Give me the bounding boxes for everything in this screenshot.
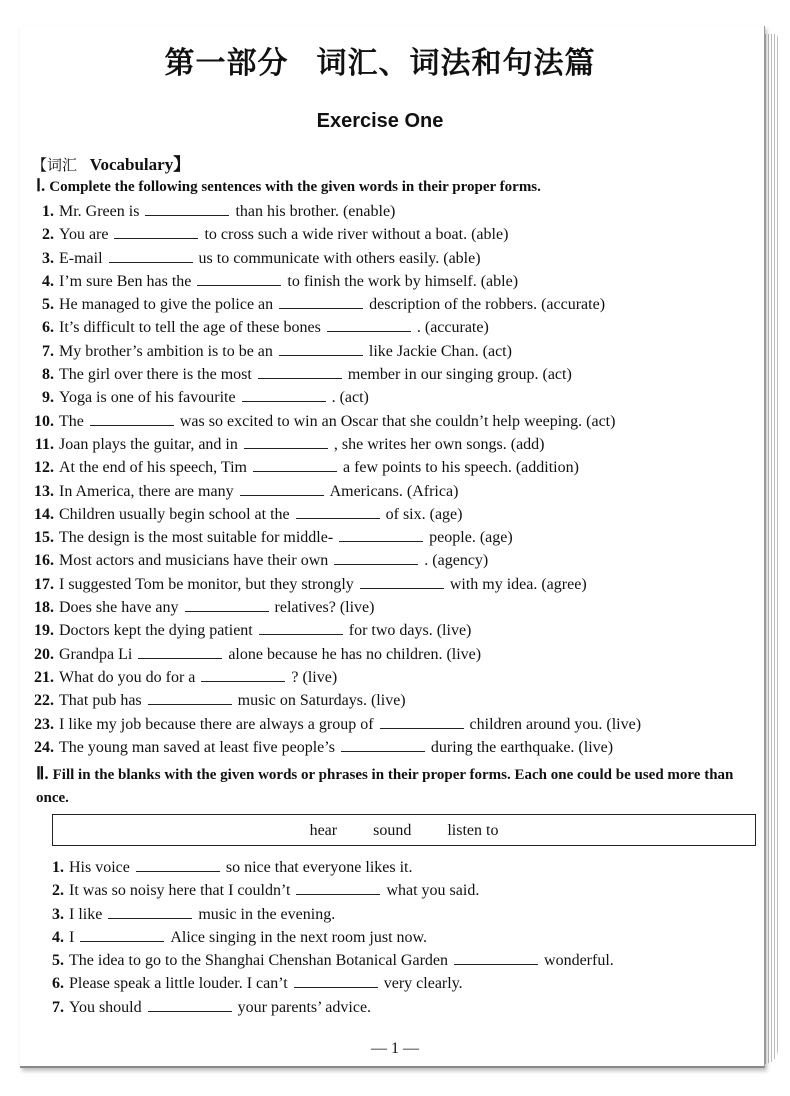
- exercise-item: [32, 433, 641, 456]
- item-text-before: Most actors and musicians have their own: [59, 552, 329, 570]
- item-number: 20.: [34, 645, 54, 663]
- item-text-before: My brother’s ambition is to be an: [59, 342, 273, 360]
- item-text-before: Joan plays the guitar, and in: [59, 435, 238, 453]
- item-number: 18.: [34, 599, 54, 617]
- exercise-item: [32, 526, 641, 549]
- item-text-after: to cross such a wide river without a boat. (able): [204, 226, 509, 244]
- item-number: 8.: [42, 366, 54, 384]
- item-number: 24.: [34, 738, 54, 756]
- item-text-after: . (accurate): [416, 319, 489, 337]
- item-text-after: description of the robbers. (accurate): [369, 296, 606, 314]
- answer-blank[interactable]: [240, 481, 324, 496]
- item-text-before: I’m sure Ben has the: [59, 272, 192, 290]
- word-option: hear: [309, 822, 338, 839]
- exercise-item: [32, 619, 641, 642]
- answer-blank[interactable]: [279, 294, 363, 309]
- exercise-item: [32, 200, 641, 223]
- item-text-before: The girl over there is the most: [59, 366, 252, 384]
- item-text-after: music in the evening.: [198, 905, 336, 923]
- part2-instruction-text: Fill in the blanks with the given words or phrases in their proper forms. Each one could be used more than once.: [36, 767, 734, 806]
- exercise-item: [32, 503, 641, 526]
- exercise-item: [52, 972, 614, 995]
- item-number: 23.: [34, 715, 54, 733]
- exercise-item: [32, 596, 641, 619]
- item-text-after: wonderful.: [544, 952, 614, 970]
- item-text-before: The young man saved at least five people’s: [59, 738, 335, 756]
- exercise-item: [32, 689, 641, 712]
- item-text-after: us to communicate with others easily. (able): [198, 249, 481, 267]
- item-number: 12.: [34, 459, 54, 477]
- exercise-item: [32, 480, 641, 503]
- section-en: Vocabulary】: [89, 155, 191, 174]
- item-text-after: during the earthquake. (live): [430, 738, 614, 756]
- exercise-item: [52, 856, 614, 879]
- exercise-item: [32, 363, 641, 386]
- item-text-after: relatives? (live): [274, 599, 375, 617]
- part-topic: 词汇、词法和句法篇: [316, 46, 596, 81]
- item-text-after: was so excited to win an Oscar that she couldn’t help weeping. (act): [179, 412, 616, 430]
- answer-blank[interactable]: [253, 457, 337, 472]
- exercise-item: [52, 996, 614, 1019]
- exercise-item: [32, 549, 641, 572]
- answer-blank[interactable]: [259, 620, 343, 635]
- part1-instruction-text: Complete the following sentences with the given words in their proper forms.: [49, 179, 541, 195]
- part-label: 第一部分: [164, 46, 289, 81]
- answer-blank[interactable]: [185, 597, 269, 612]
- item-text-before: The idea to go to the Shanghai Chenshan Botanical Garden: [69, 952, 449, 970]
- item-number: 2.: [52, 882, 64, 900]
- item-number: 1.: [42, 203, 54, 220]
- exercise-item: [32, 456, 641, 479]
- item-number: 7.: [42, 342, 54, 360]
- item-text-before: His voice: [69, 859, 130, 876]
- answer-blank[interactable]: [138, 644, 222, 659]
- page-title: [0, 38, 760, 82]
- item-text-after: your parents’ advice.: [237, 998, 372, 1016]
- item-text-before: Please speak a little louder. I can’t: [69, 975, 288, 993]
- item-text-after: with my idea. (agree): [449, 575, 587, 593]
- item-text-after: a few points to his speech. (addition): [343, 459, 579, 477]
- item-text-after: very clearly.: [383, 975, 463, 993]
- item-text-before: That pub has: [59, 692, 142, 710]
- item-number: 15.: [34, 529, 54, 547]
- part1-numeral: Ⅰ.: [36, 176, 46, 195]
- answer-blank[interactable]: [90, 411, 174, 426]
- answer-blank[interactable]: [145, 201, 229, 216]
- part2-instruction: [36, 762, 756, 810]
- item-text-after: like Jackie Chan. (act): [368, 342, 512, 360]
- exercise-item: [32, 643, 641, 666]
- word-box: [52, 814, 756, 846]
- exercise-item: [32, 340, 641, 363]
- item-text-before: Children usually begin school at the: [59, 505, 290, 523]
- answer-blank[interactable]: [294, 973, 378, 988]
- answer-blank[interactable]: [296, 504, 380, 519]
- item-text-after: . (agency): [424, 552, 489, 570]
- item-text-after: what you said.: [386, 882, 480, 900]
- exercise-item: [32, 573, 641, 596]
- exercise-item: [52, 926, 614, 949]
- answer-blank[interactable]: [136, 857, 220, 872]
- exercise-item: [32, 270, 641, 293]
- exercise-item: [52, 903, 614, 926]
- word-option: listen to: [447, 822, 499, 839]
- part1-items: [32, 200, 641, 759]
- item-text-after: . (act): [331, 389, 369, 407]
- part2-numeral: Ⅱ.: [36, 764, 49, 783]
- item-number: 9.: [42, 389, 54, 407]
- answer-blank[interactable]: [242, 387, 326, 402]
- word-option: sound: [373, 822, 412, 839]
- item-number: 22.: [34, 692, 54, 710]
- answer-blank[interactable]: [114, 224, 198, 239]
- item-number: 13.: [34, 482, 54, 500]
- item-number: 7.: [52, 998, 64, 1016]
- answer-blank[interactable]: [80, 927, 164, 942]
- exercise-item: [32, 713, 641, 736]
- item-text-after: member in our singing group. (act): [347, 366, 572, 384]
- exercise-heading: Exercise One: [316, 110, 444, 132]
- item-number: 16.: [34, 552, 54, 570]
- item-number: 3.: [42, 249, 54, 267]
- item-text-before: It’s difficult to tell the age of these bones: [59, 319, 321, 337]
- exercise-item: [32, 386, 641, 409]
- exercise-item: [32, 223, 641, 246]
- exercise-item: [32, 736, 641, 759]
- answer-blank[interactable]: [296, 880, 380, 895]
- exercise-item: [32, 293, 641, 316]
- answer-blank[interactable]: [201, 667, 285, 682]
- item-text-after: so nice that everyone likes it.: [225, 859, 413, 876]
- answer-blank[interactable]: [334, 550, 418, 565]
- answer-blank[interactable]: [279, 341, 363, 356]
- exercise-item: [32, 316, 641, 339]
- answer-blank[interactable]: [148, 997, 232, 1012]
- item-number: 14.: [34, 505, 54, 523]
- exercise-item: [32, 247, 641, 270]
- section-heading: [32, 150, 190, 175]
- item-number: 21.: [34, 668, 54, 686]
- answer-blank[interactable]: [360, 574, 444, 589]
- item-number: 10.: [34, 412, 54, 430]
- item-text-before: It was so noisy here that I couldn’t: [69, 882, 291, 900]
- item-number: 1.: [52, 859, 64, 876]
- item-text-before: In America, there are many: [59, 482, 234, 500]
- item-number: 6.: [42, 319, 54, 337]
- answer-blank[interactable]: [148, 690, 232, 705]
- item-number: 11.: [34, 435, 54, 453]
- item-text-before: You should: [69, 998, 142, 1016]
- answer-blank[interactable]: [109, 248, 193, 263]
- item-number: 19.: [34, 622, 54, 640]
- item-number: 17.: [34, 575, 54, 593]
- answer-blank[interactable]: [380, 714, 464, 729]
- item-text-after: alone because he has no children. (live): [228, 645, 482, 663]
- exercise-item: [52, 949, 614, 972]
- item-number: 4.: [42, 272, 54, 290]
- exercise-item: [32, 410, 641, 433]
- item-number: 5.: [52, 952, 64, 970]
- part2-items: [52, 856, 614, 1019]
- item-number: 2.: [42, 226, 54, 244]
- item-text-before: The: [59, 412, 84, 430]
- page-number: — 1 —: [371, 1040, 419, 1057]
- exercise-item: [32, 666, 641, 689]
- item-text-after: music on Saturdays. (live): [237, 692, 406, 710]
- item-text-before: He managed to give the police an: [59, 296, 274, 314]
- item-text-after: , she writes her own songs. (add): [333, 435, 545, 453]
- answer-blank[interactable]: [108, 904, 192, 919]
- item-text-before: You are: [59, 226, 109, 244]
- item-text-before: The design is the most suitable for middle-: [59, 529, 334, 547]
- item-text-before: Yoga is one of his favourite: [59, 389, 236, 407]
- answer-blank[interactable]: [339, 527, 423, 542]
- item-text-after: for two days. (live): [348, 622, 472, 640]
- item-text-after: Americans. (Africa): [329, 482, 459, 500]
- answer-blank[interactable]: [244, 434, 328, 449]
- item-text-before: At the end of his speech, Tim: [59, 459, 247, 477]
- item-number: 5.: [42, 296, 54, 314]
- answer-blank[interactable]: [327, 317, 411, 332]
- item-text-before: I like: [69, 905, 103, 923]
- item-text-before: I suggested Tom be monitor, but they strongly: [59, 575, 354, 593]
- section-zh: 【词汇: [32, 156, 78, 174]
- item-text-before: I: [69, 928, 75, 946]
- item-number: 4.: [52, 928, 64, 946]
- answer-blank[interactable]: [197, 271, 281, 286]
- item-text-before: I like my job because there are always a group of: [59, 715, 374, 733]
- item-text-after: ? (live): [291, 668, 338, 686]
- item-text-before: What do you do for a: [59, 668, 196, 686]
- part1-instruction: [36, 174, 756, 199]
- answer-blank[interactable]: [454, 950, 538, 965]
- item-text-before: Grandpa Li: [59, 645, 133, 663]
- item-text-after: of six. (age): [385, 505, 463, 523]
- item-text-after: people. (age): [429, 529, 513, 547]
- answer-blank[interactable]: [258, 364, 342, 379]
- item-text-before: E-mail: [59, 249, 103, 267]
- item-text-before: Doctors kept the dying patient: [59, 622, 253, 640]
- item-number: 6.: [52, 975, 64, 993]
- item-text-before: Does she have any: [59, 599, 179, 617]
- item-text-after: children around you. (live): [469, 715, 642, 733]
- answer-blank[interactable]: [341, 737, 425, 752]
- item-text-after: to finish the work by himself. (able): [287, 272, 519, 290]
- item-number: 3.: [52, 905, 64, 923]
- exercise-item: [52, 879, 614, 902]
- item-text-after: Alice singing in the next room just now.: [170, 928, 428, 946]
- item-text-after: than his brother. (enable): [235, 203, 396, 220]
- item-text-before: Mr. Green is: [59, 203, 140, 220]
